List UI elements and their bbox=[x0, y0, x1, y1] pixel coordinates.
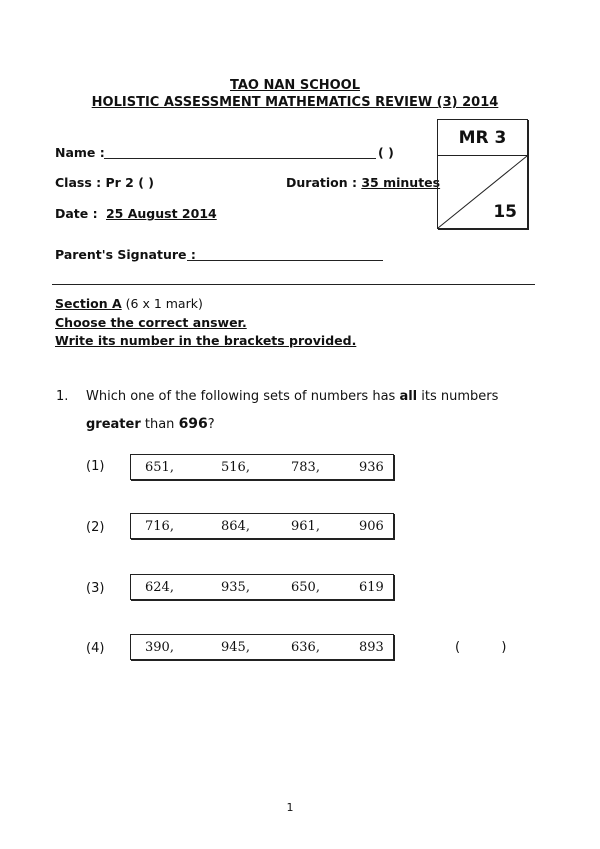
date-value: 25 August 2014 bbox=[105, 206, 217, 221]
section-marks: (6 x 1 mark) bbox=[125, 296, 203, 311]
option-2-value: 864, bbox=[221, 519, 250, 534]
option-1-box[interactable] bbox=[130, 454, 394, 480]
signature-field[interactable] bbox=[187, 260, 383, 261]
page-number: 1 bbox=[286, 801, 294, 814]
separator-line bbox=[52, 284, 535, 285]
question-text-c: than bbox=[140, 417, 179, 432]
option-1-value: 936 bbox=[359, 460, 384, 475]
option-1-label: (1) bbox=[86, 459, 105, 474]
question-text-696: 696 bbox=[178, 416, 208, 432]
question-text-b: its numbers bbox=[417, 389, 499, 404]
section-heading bbox=[55, 296, 203, 311]
score-box-header bbox=[438, 120, 527, 156]
option-4-box[interactable] bbox=[130, 634, 394, 660]
question-text-d: ? bbox=[207, 417, 215, 432]
name-field[interactable] bbox=[104, 158, 376, 159]
duration-value: 35 minutes bbox=[361, 175, 441, 190]
section-name: Section A bbox=[55, 296, 122, 311]
section-instruction-2: Write its number in the brackets provided. bbox=[55, 333, 357, 348]
option-1-value: 651, bbox=[145, 460, 174, 475]
option-2-label: (2) bbox=[86, 520, 105, 535]
option-3-label: (3) bbox=[86, 581, 105, 596]
school-name: TAO NAN SCHOOL bbox=[229, 78, 360, 93]
duration-label-text: Duration : bbox=[286, 175, 357, 190]
register-number-bracket: ( ) bbox=[378, 145, 394, 160]
class-label: Class : Pr 2 ( ) bbox=[55, 175, 154, 190]
score-box bbox=[437, 119, 528, 229]
duration-label bbox=[286, 175, 440, 190]
option-3-value: 935, bbox=[221, 580, 250, 595]
signature-label: Parent's Signature : bbox=[55, 247, 196, 262]
option-2-value: 906 bbox=[359, 519, 384, 534]
option-3-box[interactable] bbox=[130, 574, 394, 600]
score-box-code: MR 3 bbox=[458, 128, 507, 148]
option-4-value: 893 bbox=[359, 640, 384, 655]
option-1-value: 516, bbox=[221, 460, 250, 475]
option-2-value: 961, bbox=[291, 519, 320, 534]
option-1-value: 783, bbox=[291, 460, 320, 475]
option-3-value: 650, bbox=[291, 580, 320, 595]
section-instruction-1: Choose the correct answer. bbox=[55, 315, 247, 330]
option-4-value: 636, bbox=[291, 640, 320, 655]
question-text-line2 bbox=[86, 416, 215, 432]
score-box-total: 15 bbox=[493, 202, 517, 222]
question-text-greater: greater bbox=[86, 417, 141, 432]
question-text-line1 bbox=[86, 389, 498, 404]
option-2-value: 716, bbox=[145, 519, 174, 534]
option-3-value: 619 bbox=[359, 580, 384, 595]
option-4-label: (4) bbox=[86, 641, 105, 656]
question-number: 1. bbox=[56, 389, 69, 404]
question-text-a: Which one of the following sets of numbers has bbox=[86, 389, 400, 404]
option-2-box[interactable] bbox=[130, 513, 394, 539]
answer-bracket[interactable]: ( ) bbox=[455, 640, 507, 655]
date-label bbox=[55, 206, 217, 221]
paper-title: HOLISTIC ASSESSMENT MATHEMATICS REVIEW (3) 2014 bbox=[91, 95, 499, 110]
option-3-value: 624, bbox=[145, 580, 174, 595]
date-label-text: Date : bbox=[55, 206, 98, 221]
name-label: Name : bbox=[55, 145, 105, 160]
option-4-value: 945, bbox=[221, 640, 250, 655]
option-4-value: 390, bbox=[145, 640, 174, 655]
question-text-all: all bbox=[399, 389, 418, 404]
